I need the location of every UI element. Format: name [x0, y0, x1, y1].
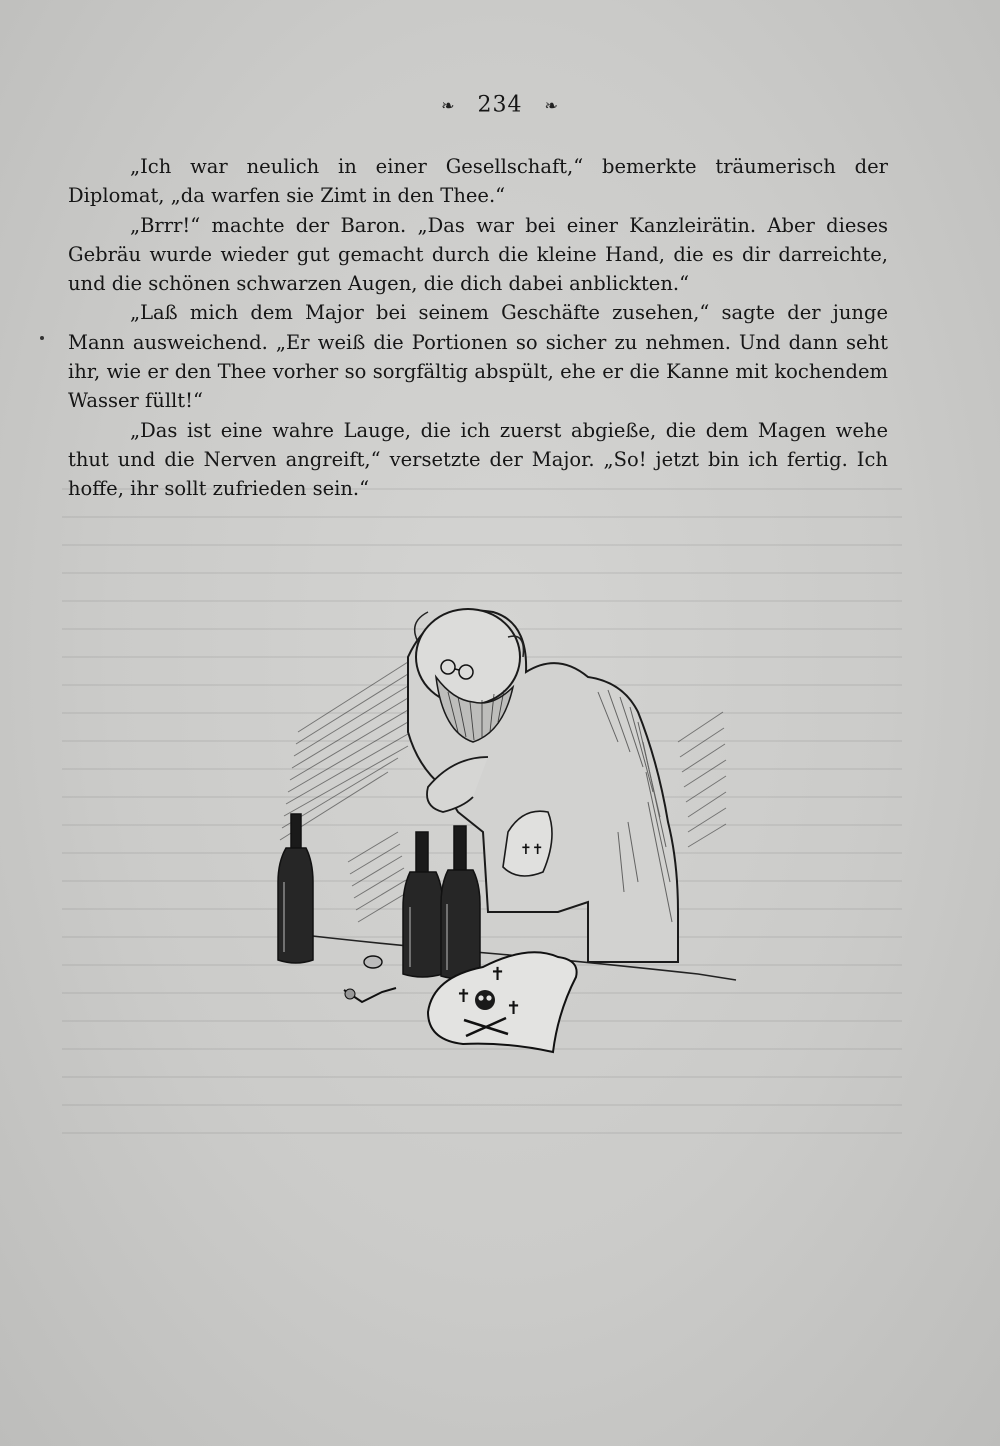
illustration-old-man-with-bottles	[258, 582, 738, 1054]
paragraph: „Das ist eine wahre Lauge, die ich zuerst abgieße, die dem Magen wehe thut und die Nerven angreift,“ versetzte der Major. „So! jetzt bin ich fertig. Ich hoffe, ihr sollt zufrieden sein.“	[68, 418, 888, 501]
bottle	[278, 814, 313, 963]
page-header	[0, 92, 1000, 118]
svg-text:✝: ✝	[506, 998, 522, 1019]
bottle	[441, 826, 480, 979]
page-number: 234	[477, 92, 523, 118]
svg-text:✝: ✝	[490, 964, 506, 985]
right-ornament-icon: ❧	[544, 95, 559, 115]
left-ornament-icon: ❧	[441, 95, 456, 115]
paragraph: „Laß mich dem Major bei seinem Geschäfte zusehen,“ sagte der junge Mann ausweichend. „Er weiß die Portionen so sicher zu nehmen. Und dann seht ihr, wie er den Thee vorher so sorgfältig abspült, ehe er die Kanne mit kochendem Wasser füllt!“	[68, 301, 888, 413]
body-text	[68, 152, 888, 504]
paragraph: „Brrr!“ machte der Baron. „Das war bei einer Kanzleirätin. Aber dieses Gebräu wurde wieder gut gemacht durch die kleine Hand, die es dir darreichte, und die schönen schwarzen Augen, die dich dabei anblickten.“	[68, 213, 888, 296]
svg-text:✝: ✝	[456, 986, 472, 1007]
svg-text:✝✝: ✝✝	[520, 842, 544, 858]
ink-speck	[40, 336, 44, 340]
paragraph: „Ich war neulich in einer Gesellschaft,“ bemerkte träumerisch der Diplomat, „da warfen sie Zimt in den Thee.“	[68, 155, 888, 208]
bottle	[403, 832, 443, 977]
